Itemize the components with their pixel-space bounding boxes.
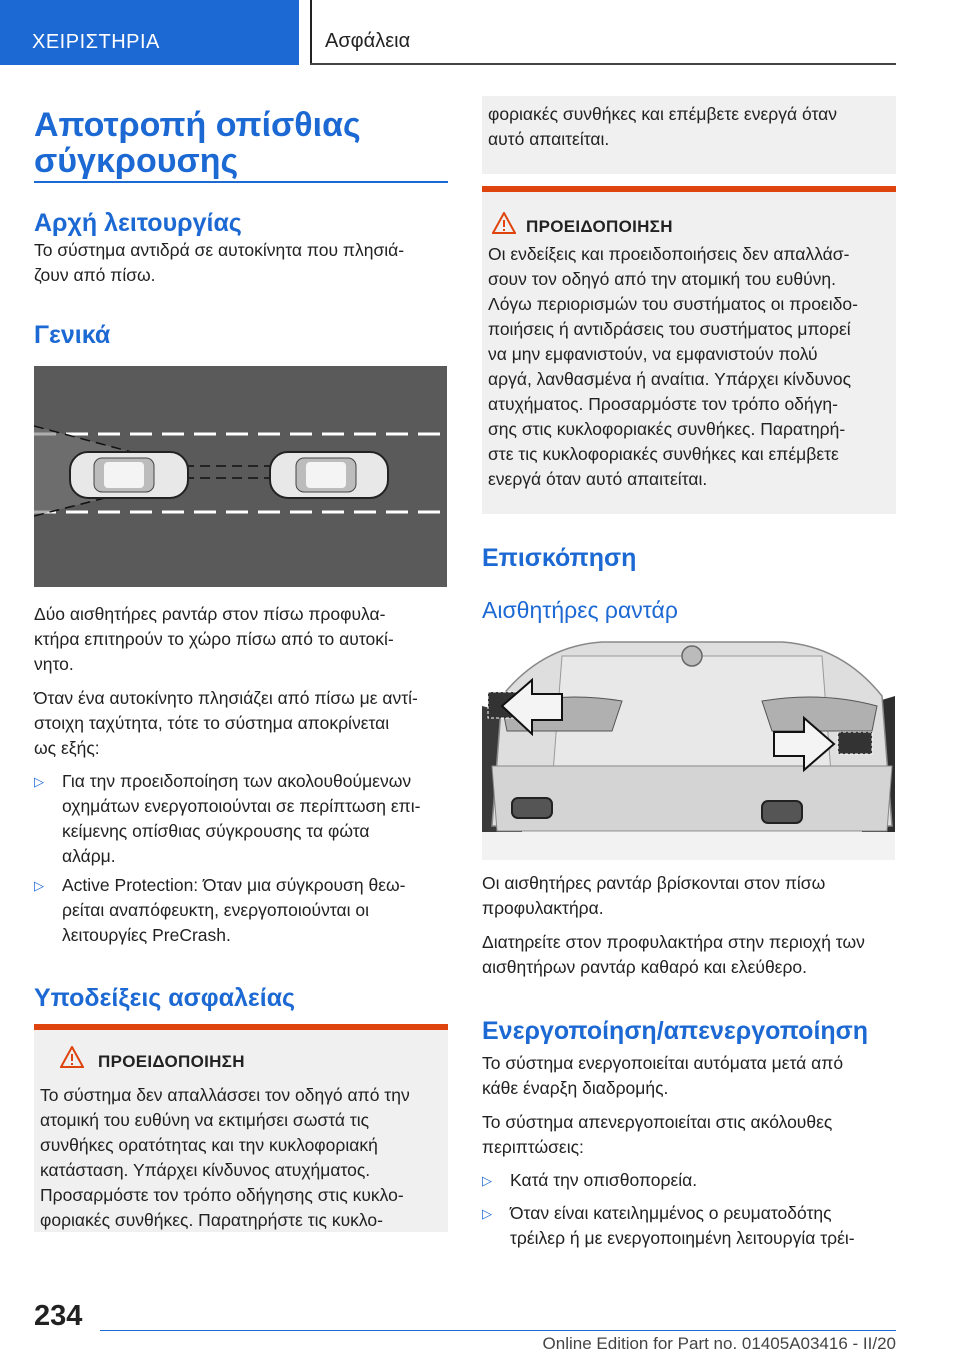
sensors-text-2: προφυλακτήρα. — [482, 898, 604, 918]
warning-continued-text: φοριακές συνθήκες και επέμβετε ενεργά όταν αυτό απαιτείται. — [488, 104, 837, 149]
radar-text-1: Δύο αισθητήρες ραντάρ στον πίσω προφυλα- — [34, 604, 386, 624]
warning-text: Το σύστημα δεν απαλλάσσει τον οδηγό από την ατομική του ευθύνη να εκτιμήσει σωστά τις συνθήκες ορατότητας και την κυκλοφοριακή κατάσταση. Υπάρχει κίνδυνος ατυχήματος. Προσαρμόστε τον τρόπο οδήγησης στις κυκλο- φοριακές συνθήκες. Παρατηρήστε τις κυκλο- — [40, 1085, 410, 1230]
road-illustration — [34, 366, 447, 587]
principle-text-1: Το σύστημα αντιδρά σε αυτοκίνητα που πλησιά- — [34, 240, 405, 260]
onoff-heading: Ενεργοποίηση/απενεργοποίηση — [482, 1017, 869, 1045]
off-text-2: περιπτώσεις: — [482, 1137, 584, 1157]
bullet-triangle-icon: ▷ — [34, 878, 44, 893]
footer-rule — [100, 1330, 896, 1331]
warning-box — [34, 1024, 448, 1232]
page-title-line1: Αποτροπή οπίσθιας — [34, 106, 361, 144]
car-rear-illustration — [482, 636, 895, 860]
header-divider — [310, 0, 312, 65]
warning-box-continued — [482, 96, 896, 174]
principle-text-2: ζουν από πίσω. — [34, 265, 156, 285]
warning-triangle-icon — [492, 212, 516, 234]
warning-triangle-icon — [60, 1046, 84, 1068]
bullet-triangle-icon: ▷ — [482, 1206, 492, 1221]
edition-text: Online Edition for Part no. 01405A03416 - II/20 — [542, 1334, 896, 1353]
overview-heading: Επισκόπηση — [482, 544, 637, 572]
auto-text-2: κάθε έναρξη διαδρομής. — [482, 1078, 669, 1098]
off-text-1: Το σύστημα απενεργοποιείται στις ακόλουθες — [482, 1112, 833, 1132]
warning-title: ΠΡΟΕΙΔΟΠΟΙΗΣΗ — [526, 217, 673, 236]
keep-clean-text-1: Διατηρείτε στον προφυλακτήρα στην περιοχή των — [482, 932, 865, 952]
safety-heading: Υποδείξεις ασφαλείας — [34, 984, 296, 1012]
sensors-text-1: Οι αισθητήρες ραντάρ βρίσκονται στον πίσω — [482, 873, 826, 893]
list-item: ▷ Όταν είναι κατειλημμένος ο ρευματοδότης τρέιλερ ή με ενεργοποιημένη λειτουργία τρέι- — [482, 1203, 855, 1248]
rear-car-icon — [70, 452, 188, 498]
chapter-tab[interactable]: ΧΕΙΡΙΣΤΗΡΙΑ — [0, 0, 299, 65]
approach-text-1: Όταν ένα αυτοκίνητο πλησιάζει από πίσω με αντί- — [34, 688, 418, 708]
front-car-icon — [270, 452, 388, 498]
warning-bar — [34, 1024, 448, 1030]
radar-text-2: κτήρα επιτηρούν το χώρο πίσω από το αυτοκί- — [34, 629, 394, 649]
warning-box-2 — [482, 186, 896, 514]
bullet-triangle-icon: ▷ — [482, 1173, 492, 1188]
keep-clean-text-2: αισθητήρων ραντάρ καθαρό και ελεύθερο. — [482, 957, 808, 977]
page-title-line2: σύγκρουσης — [34, 142, 239, 180]
warning-text: Οι ενδείξεις και προειδοποιήσεις δεν απαλλάσ- σουν τον οδηγό από την ατομική του ευθύνη. Λόγω περιορισμών του συστήματος οι προειδο- ποιήσεις ή αντιδράσεις του συστήματος μπορεί να μην εμφανιστούν, να εμφανιστούν πολύ αργά, λανθασμένα ή αναίτια. Υπάρχει κίνδυνος ατυχήματος. Προσαρμόστε τον τρόπο οδήγη- σης στις κυκλοφοριακές συνθήκες. Παρατηρή- στε τις κυκλοφοριακές συνθήκες και επέμβετε ενεργά όταν αυτό απαιτείται. — [488, 244, 858, 489]
sensor-right-icon — [838, 732, 872, 754]
approach-text-2: στοιχη ταχύτητα, τότε το σύστημα αποκρίνεται — [34, 713, 390, 733]
page-number: 234 — [34, 1300, 83, 1332]
section-title: Ασφάλεια — [325, 30, 411, 52]
approach-text-3: ως εξής: — [34, 738, 100, 758]
general-heading: Γενικά — [34, 321, 111, 349]
bullet-triangle-icon: ▷ — [34, 774, 44, 789]
warning-bar — [482, 186, 896, 192]
header-underline — [310, 63, 896, 65]
list-item: ▷ Κατά την οπισθοπορεία. — [482, 1168, 896, 1193]
principle-heading: Αρχή λειτουργίας — [34, 209, 242, 237]
warning-title: ΠΡΟΕΙΔΟΠΟΙΗΣΗ — [98, 1052, 245, 1071]
sensors-heading: Αισθητήρες ραντάρ — [482, 597, 678, 623]
auto-text-1: Το σύστημα ενεργοποιείται αυτόματα μετά από — [482, 1053, 844, 1073]
title-rule — [34, 181, 448, 183]
list-item: ▷ Για την προειδοποίηση των ακολουθούμενων οχημάτων ενεργοποιούνται σε περίπτωση επι- κείμενης οπίσθιας σύγκρουσης τα φώτα αλάρμ. — [34, 771, 421, 866]
list-item: ▷ Active Protection: Όταν μια σύγκρουση θεω- ρείται αναπόφευκτη, ενεργοποιούνται οι λειτουργίες PreCrash. — [34, 875, 406, 945]
radar-text-3: νητο. — [34, 654, 74, 674]
